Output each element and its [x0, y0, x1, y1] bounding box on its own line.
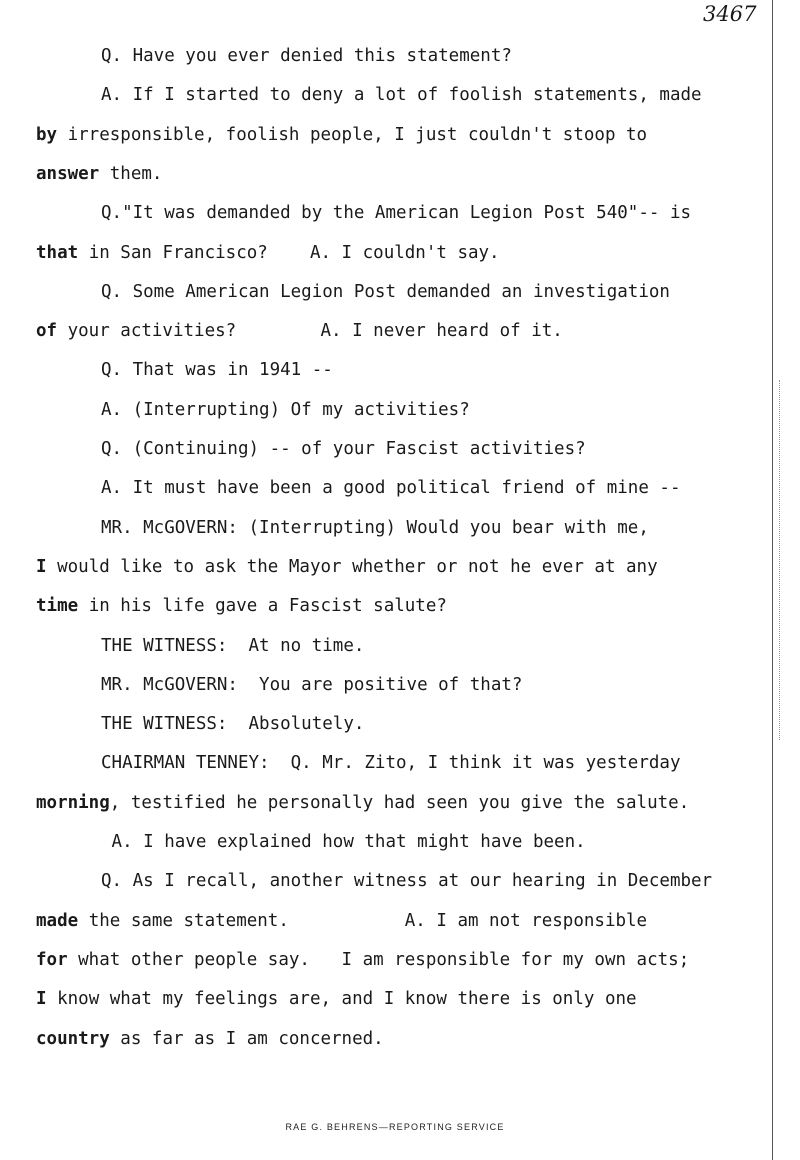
line-text: the same statement. A. I am not responsible	[78, 910, 648, 931]
line-text: what other people say. I am responsible for my own acts;	[67, 949, 690, 970]
line-text: them.	[99, 163, 163, 184]
line-text: Q. (Continuing) -- of your Fascist activities?	[101, 439, 586, 459]
line-lead-word: I	[36, 556, 47, 577]
transcript-line	[36, 123, 647, 147]
line-text: A. It must have been a good political friend of mine --	[101, 478, 681, 499]
transcript-line	[36, 594, 447, 618]
transcript-line	[101, 280, 670, 304]
line-lead-word: made	[36, 910, 79, 931]
transcript-line	[36, 987, 637, 1011]
transcript-line	[101, 437, 586, 461]
transcript-line	[101, 201, 691, 225]
transcript-line	[101, 398, 470, 422]
line-lead-word: time	[36, 596, 79, 617]
transcript-line	[101, 516, 649, 540]
transcript-line	[36, 1027, 384, 1051]
line-lead-word: for	[36, 949, 68, 970]
line-text: THE WITNESS: At no time.	[101, 635, 365, 656]
line-text: Q."It was demanded by the American Legion Post 540"-- is	[101, 203, 692, 224]
line-text: know what my feelings are, and I know there is only one	[46, 989, 637, 1010]
transcript-line	[36, 241, 500, 265]
line-text: MR. McGOVERN: You are positive of that?	[101, 674, 523, 695]
transcript-line	[101, 358, 333, 382]
line-text: as far as I am concerned.	[109, 1028, 384, 1049]
line-text: CHAIRMAN TENNEY: Q. Mr. Zito, I think it was yesterday	[101, 753, 681, 774]
line-text: Q. That was in 1941 --	[101, 360, 333, 381]
transcript-line	[36, 555, 658, 579]
line-text: would like to ask the Mayor whether or not he ever at any	[46, 556, 658, 577]
line-text: in his life gave a Fascist salute?	[78, 596, 447, 617]
line-text: MR. McGOVERN: (Interrupting) Would you bear with me,	[101, 517, 649, 538]
line-text: A. I have explained how that might have been.	[101, 832, 586, 852]
line-lead-word: morning	[36, 792, 110, 813]
transcript-line	[101, 869, 712, 893]
line-text: irresponsible, foolish people, I just couldn't stoop to	[57, 124, 648, 145]
transcript-line	[101, 83, 702, 107]
transcript-line	[36, 162, 162, 186]
line-text: , testified he personally had seen you give the salute.	[109, 792, 690, 813]
line-lead-word: by	[36, 124, 58, 145]
transcript-line	[36, 791, 689, 815]
line-text: A. If I started to deny a lot of foolish statements, made	[101, 85, 702, 106]
line-text: Q. Some American Legion Post demanded an investigation	[101, 281, 670, 302]
transcript-line	[101, 712, 364, 736]
line-lead-word: that	[36, 242, 79, 263]
line-lead-word: answer	[36, 163, 100, 184]
transcript-line	[101, 830, 586, 854]
line-text: Q. Have you ever denied this statement?	[101, 46, 512, 66]
transcript-line	[101, 44, 512, 68]
transcript-line	[36, 319, 563, 343]
line-text: Q. As I recall, another witness at our hearing in December	[101, 871, 713, 892]
transcript-line	[101, 476, 680, 500]
line-lead-word: country	[36, 1028, 110, 1049]
transcript-line	[101, 634, 364, 658]
line-text: your activities? A. I never heard of it.	[57, 321, 563, 342]
transcript-line	[36, 948, 689, 972]
transcript-line	[36, 909, 647, 933]
transcript-line	[101, 751, 680, 775]
line-text: THE WITNESS: Absolutely.	[101, 714, 365, 735]
line-text: A. (Interrupting) Of my activities?	[101, 399, 470, 420]
page-number: 3467	[703, 2, 757, 26]
transcript-line	[101, 673, 522, 697]
line-text: in San Francisco? A. I couldn't say.	[78, 242, 500, 263]
reporting-service-footer: RAE G. BEHRENS—REPORTING SERVICE	[285, 1122, 505, 1132]
line-lead-word: of	[36, 321, 58, 342]
line-lead-word: I	[36, 989, 47, 1010]
